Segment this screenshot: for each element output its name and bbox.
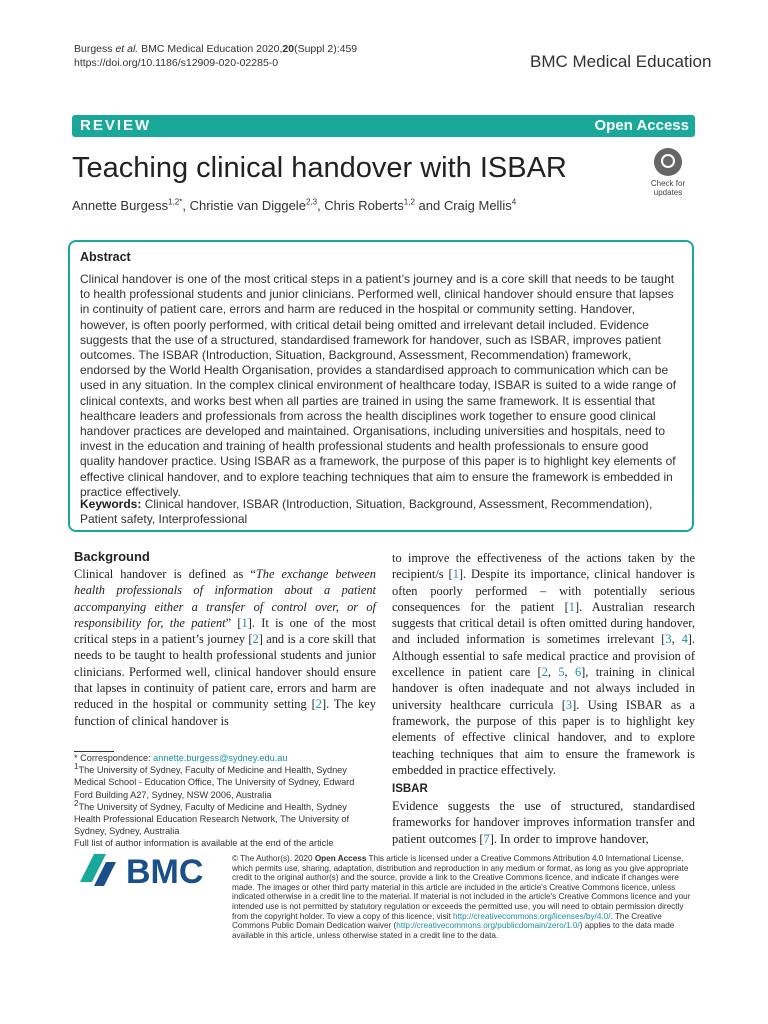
text-run: ]. Australian research suggests that critical detail is often omitted during handover, and included information is sometimes irrelevant [: [392, 599, 695, 647]
open-access-emphasis: Open Access: [314, 854, 367, 863]
bmc-logo: [80, 852, 215, 888]
text-run: ,: [547, 665, 559, 680]
text-run: ]. It is one of the most critical steps in a patient’s journey [: [74, 615, 376, 647]
journal-name: BMC Medical Education: [530, 52, 712, 71]
waiver-link[interactable]: http://creativecommons.org/publicdomain/zero/1.0/: [396, 921, 580, 931]
keywords-list: Clinical handover, ISBAR (Introduction, Situation, Background, Assessment, Recommendation), Patient safety, Interprofessional: [80, 497, 653, 527]
author-separator: and: [414, 198, 444, 213]
background-heading: Background: [74, 549, 150, 564]
text-run: Clinical handover is defined as “: [74, 567, 256, 581]
text-run: ) applies to the data made available in this article, unless otherwise stated in a credit line to the data.: [232, 921, 675, 940]
text-run: This article is licensed under a Creative Commons Attribution 4.0 International License, which permits use, sharing, adaptation, distribution and reproduction in any medium or format, as long as you give appropriate credit to the original author(s) and the source, provide a link to the Creative Commons licence, and indicate if changes were made. The images or other third party material in this article are included in the article's Creative Commons licence, unless indicated otherwise in a credit line to the material. If material is not included in the article's Creative Commons licence and your intended use is not permitted by statutory regulation or exceeds the permitted use, you will need to obtain permission directly from the copyright holder. To view a copy of this licence, visit: [232, 854, 691, 921]
check-updates-line2: updates: [653, 188, 683, 197]
affiliation-1: [74, 764, 374, 801]
author-affiliation: 4: [511, 197, 517, 207]
affiliation-number: 2: [74, 798, 79, 808]
licence-link[interactable]: http://creativecommons.org/licenses/by/4.0/: [453, 911, 611, 921]
citation-link[interactable]: 2: [315, 697, 322, 712]
citation-link[interactable]: 1: [568, 599, 575, 614]
author-separator: ,: [317, 198, 325, 213]
text-run: . The Creative Commons Public Domain Dedication waiver (: [232, 911, 662, 931]
text-run: ], training in clinical handover is often inadequate and not always included in university healthcare curricula [: [392, 665, 695, 712]
citation-link[interactable]: 7: [483, 831, 490, 846]
article-type-label: REVIEW: [80, 117, 152, 134]
correspondence-label: * Correspondence:: [74, 753, 154, 763]
citation-etal: et al.: [115, 43, 139, 55]
bmc-logo-text: BMC: [126, 853, 204, 888]
background-paragraph: [74, 566, 376, 729]
definition-quote: The exchange between health professionals of information about a patient accompanying either a transfer of control over, or of responsibility for, the patient: [74, 567, 376, 630]
isbar-heading: ISBAR: [392, 783, 428, 795]
citation-link[interactable]: 2: [252, 632, 259, 647]
affiliation-2: [74, 798, 374, 838]
check-updates-line1: Check for: [650, 179, 686, 188]
author-affiliation: 1,2*: [168, 197, 183, 207]
author-name[interactable]: Christie van Diggele: [189, 198, 306, 213]
text-run: ]. In order to improve handover,: [489, 831, 649, 846]
doi-link[interactable]: https://doi.org/10.1186/s12909-020-02285-0: [74, 57, 279, 69]
check-updates-text: [642, 179, 694, 197]
affiliation-number: 1: [74, 762, 79, 772]
licence-text: [232, 854, 696, 940]
text-run: ,: [671, 632, 682, 647]
text-run: ]. Using ISBAR as a framework, the purpose of this paper is to highlight key elements of effective clinical handover, and to explore teaching techniques that aim to ensure the framework is embedded in practice effectively.: [392, 697, 695, 777]
citation-link[interactable]: 1: [452, 567, 459, 582]
abstract-box: [68, 240, 694, 532]
text-run: ]. The key function of clinical handover is: [74, 697, 376, 728]
check-for-updates-badge[interactable]: [642, 148, 694, 202]
citation-link[interactable]: 3: [565, 697, 573, 712]
citation-journal: BMC Medical Education: [141, 43, 254, 55]
affiliation-text: The University of Sydney, Faculty of Medicine and Health, Sydney Medical School - Education Office, The University of Sydney, Edward Ford Building A27, Sydney, NSW 2006, Australia: [74, 765, 355, 800]
check-updates-icon: [654, 148, 682, 176]
affiliation-text: The University of Sydney, Faculty of Medicine and Health, Sydney Health Professional Education Research Network, The University of Sydney, Sydney, Australia: [74, 801, 350, 837]
article-type-banner: [72, 115, 695, 137]
author-list: [72, 198, 516, 213]
text-run: © The Author(s). 2020: [232, 854, 315, 863]
citation-year: 2020,: [256, 43, 283, 55]
author-name[interactable]: Craig Mellis: [443, 198, 512, 213]
citation-volume: 20: [282, 43, 295, 55]
text-run: Evidence suggests the use of structured, standardised frameworks for handover improves information transfer and patient outcomes [: [392, 799, 695, 846]
text-run: ]. Although essential to safe medical practice and provision of excellence in patient care [: [392, 632, 696, 680]
article-title: Teaching clinical handover with ISBAR: [72, 152, 567, 184]
author-affiliation: 2,3: [305, 197, 318, 207]
text-run: ] and is a core skill that needs to be taught to health professional students and junior clinicians. Performed well, clinical handover should ensure that lapses in continuity of patient care, errors and harm are reduced in the hospital or community setting [: [74, 632, 376, 712]
text-run: ,: [564, 665, 575, 680]
text-run: ]. Despite its importance, clinical handover is often poorly performed – with potentially serious consequences for the patient [: [392, 567, 695, 614]
keywords-label: Keywords:: [80, 497, 142, 511]
abstract-heading: Abstract: [80, 250, 131, 264]
citation-line: [74, 42, 494, 70]
text-run: ” [: [225, 615, 242, 630]
author-name[interactable]: Annette Burgess: [72, 198, 169, 213]
text-run: to improve the effectiveness of the actions taken by the recipient/s [: [392, 551, 695, 582]
keywords: [80, 497, 684, 527]
citation-link[interactable]: 4: [681, 632, 688, 647]
background-paragraph-continued: [392, 550, 695, 778]
citation-link[interactable]: 5: [558, 665, 565, 680]
abstract-text: Clinical handover is one of the most critical steps in a patient’s journey and is a core skill that needs to be taught to health professional students and junior clinicians. Performed well, clinical handover should ensure that lapses in continuity of patient care, errors and harm are reduced in the hospital or community setting. Handover, however, is often poorly performed, with critical detail being omitted and irrelevant detail included. Evidence suggests that the use of a structured, standardised framework for handover, such as ISBAR, improves patient outcomes. The ISBAR (Introduction, Situation, Background, Assessment, Recommendation) framework, endorsed by the World Health Organisation, provides a standardised approach to communication which can be used in any situation. In the complex clinical environment of healthcare today, ISBAR is suited to a wide range of clinical contexts, and works best when all parties are trained in using the same framework. It is essential that healthcare leaders and professionals from across the health disciplines work together to ensure good clinical handover practices are developed and maintained. Organisations, including universities and hospitals, need to invest in the education and training of health professional students and health professionals to ensure good quality handover practice. Using ISBAR as a framework, the purpose of this paper is to highlight key elements of effective clinical handover, and to explore teaching techniques that aim to ensure the framework is embedded in practice effectively.: [80, 272, 677, 499]
author-separator: ,: [182, 198, 190, 213]
footnotes: [74, 752, 374, 850]
author-affiliation: 1,2: [403, 197, 415, 207]
citation-issue: (Suppl 2):459: [294, 43, 358, 55]
isbar-paragraph: [392, 798, 695, 847]
open-access-label: Open Access: [594, 117, 689, 134]
citation-link[interactable]: 1: [241, 615, 248, 630]
citation-link[interactable]: 6: [574, 665, 582, 680]
citation-link[interactable]: 3: [665, 632, 672, 647]
author-name[interactable]: Chris Roberts: [324, 198, 404, 213]
correspondence: [74, 752, 374, 764]
citation-link[interactable]: 2: [541, 665, 548, 680]
citation-authors: Burgess: [74, 43, 113, 55]
full-author-info-note: Full list of author information is available at the end of the article: [74, 838, 334, 849]
email-link[interactable]: annette.burgess@sydney.edu.au: [153, 753, 288, 763]
